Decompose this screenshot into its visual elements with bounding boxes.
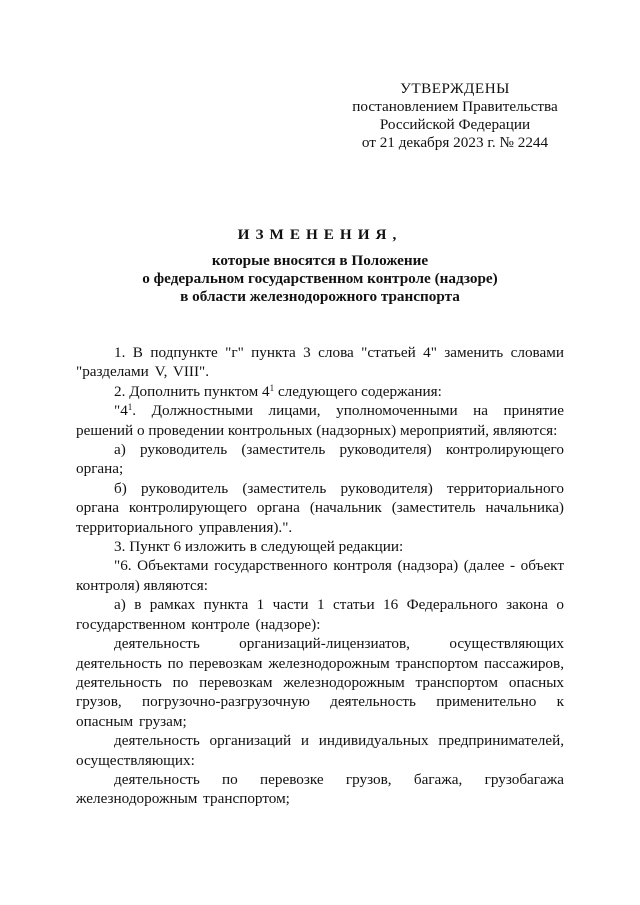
approval-line-3: от 21 декабря 2023 г. № 2244	[361, 134, 549, 151]
paragraph-3-text: "4	[114, 402, 128, 420]
paragraph-2-text: 2. Дополнить пунктом 4	[114, 382, 270, 400]
approval-line-2: Российской Федерации	[379, 116, 531, 133]
heading-line-3: в области железнодорожного транспорта	[180, 288, 460, 305]
paragraph-1: 1. В подпункте "г" пункта 3 слова "статьей 4" заменить словами "разделами V, VIII".	[76, 344, 564, 381]
paragraph-2-text-end: следующего содержания:	[274, 382, 442, 400]
superscript: 1	[269, 382, 275, 393]
heading-line-2: о федеральном государственном контроле (надзоре)	[142, 270, 498, 287]
document-body	[76, 343, 564, 809]
approval-title: УТВЕРЖДЕНЫ	[400, 80, 510, 97]
paragraph-3-text-end: . Должностными лицами, уполномоченными на принятие решений о проведении контрольных (надзорных) мероприятий, являются:	[76, 402, 564, 439]
heading-line-1: которые вносятся в Положение	[211, 252, 429, 269]
paragraph-3	[76, 401, 564, 440]
paragraph-4: а) руководитель (заместитель руководителя) контролирующего органа;	[76, 441, 564, 478]
paragraph-9: деятельность организаций-лицензиатов, осуществляющих деятельность по перевозкам железнодорожным транспортом пассажиров, деятельность по перевозкам железнодорожным транспортом опасных грузов, погрузочно-разгрузочную деятельность применительно к опасным грузам;	[76, 635, 564, 730]
paragraph-7: "6. Объектами государственного контроля (надзора) (далее - объект контроля) являются:	[76, 557, 564, 594]
heading-title: ИЗМЕНЕНИЯ,	[237, 226, 403, 243]
paragraph-8: а) в рамках пункта 1 части 1 статьи 16 Федерального закона о государственном контроле (надзоре):	[76, 596, 564, 633]
paragraph-2	[76, 382, 564, 401]
approval-line-1: постановлением Правительства	[352, 98, 558, 115]
paragraph-5: б) руководитель (заместитель руководителя) территориального органа контролирующего органа (начальник (заместитель начальника) территориального управления).".	[76, 479, 564, 536]
approval-stamp	[330, 80, 580, 152]
superscript: 1	[127, 402, 133, 413]
paragraph-6: 3. Пункт 6 изложить в следующей редакции:	[114, 538, 404, 556]
paragraph-11: деятельность по перевозке грузов, багажа, грузобагажа железнодорожным транспортом;	[76, 770, 564, 808]
document-heading	[60, 226, 580, 306]
paragraph-10: деятельность организаций и индивидуальных предпринимателей, осуществляющих:	[76, 732, 564, 769]
